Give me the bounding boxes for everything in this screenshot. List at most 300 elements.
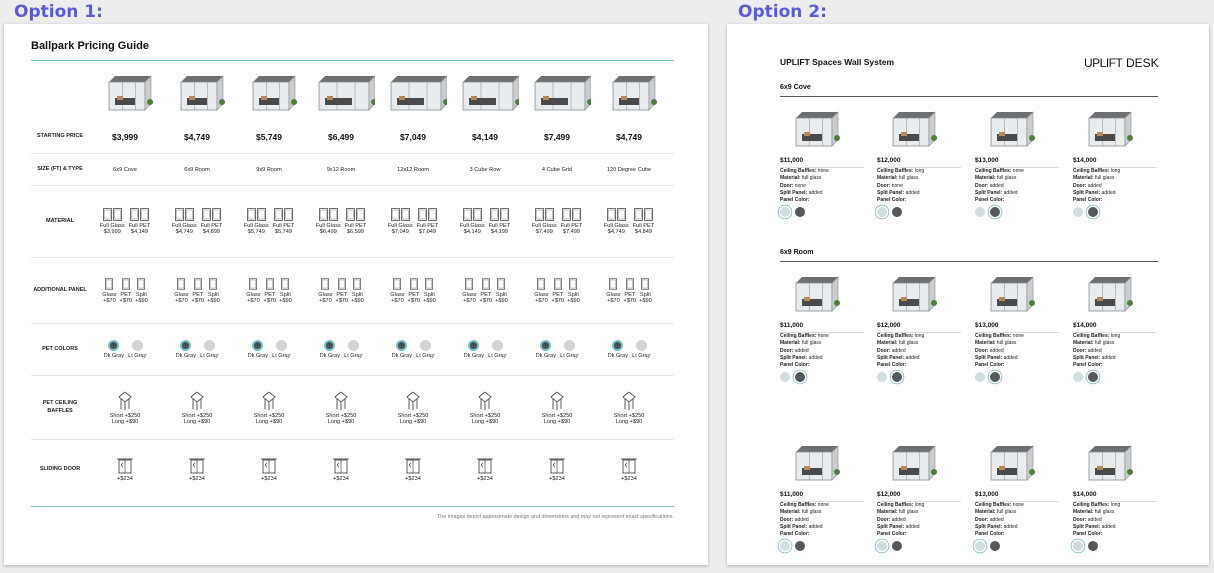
spec-label: Material: <box>975 509 996 516</box>
color-dot <box>180 340 191 351</box>
dark-swatch[interactable] <box>892 541 902 551</box>
dark-gray-swatch[interactable] <box>320 340 341 359</box>
card-price: $13,000 <box>975 322 999 329</box>
panel-icon <box>353 278 361 292</box>
pet-panel-label: PET <box>336 291 348 298</box>
light-swatch[interactable] <box>780 541 790 551</box>
spec-split <box>975 524 1067 531</box>
panel-color-swatches <box>780 207 872 217</box>
spec-value: full glass <box>897 509 919 516</box>
sliding-door-price[interactable]: +$234 <box>549 476 565 482</box>
pet-panel-label: PET <box>264 291 276 298</box>
pet-ceiling-baffles-cell <box>233 376 305 439</box>
pet-ceiling-baffles-cell <box>305 376 377 439</box>
full-pet-option[interactable] <box>273 208 294 235</box>
spec-value: full glass <box>800 509 822 516</box>
panel-icon <box>247 208 266 223</box>
full-glass-price: $5,749 <box>247 229 265 235</box>
spec-value: added <box>904 354 920 361</box>
full-pet-price: $4,849 <box>634 229 652 235</box>
pet-panel-price: +$70 <box>263 297 277 304</box>
spec-value: none <box>890 182 903 189</box>
material-cell <box>305 186 377 257</box>
panel-icon <box>391 208 410 223</box>
baffles-short[interactable]: Short +$250 <box>253 412 285 419</box>
product-image <box>605 72 663 116</box>
spec-split <box>877 524 969 531</box>
dark-swatch[interactable] <box>795 541 805 551</box>
full-pet-price: $7,049 <box>418 229 436 235</box>
split-panel-price: +$90 <box>423 297 436 304</box>
spec-label: Ceiling Baffles: <box>877 502 914 508</box>
starting-price-cell <box>377 120 449 153</box>
product-card[interactable] <box>780 442 872 551</box>
baffles-long[interactable]: Long +$90 <box>327 418 355 425</box>
spec-label: Material: <box>780 509 801 516</box>
light-swatch[interactable] <box>780 207 790 217</box>
panel-icon <box>410 278 418 292</box>
size-type: 9x9 Room <box>256 166 282 173</box>
panel-icon <box>465 278 473 292</box>
split-panel-label: Split <box>352 291 363 298</box>
product-image <box>389 72 447 116</box>
light-swatch[interactable] <box>975 372 985 382</box>
glass-panel-option[interactable] <box>246 278 260 304</box>
glass-panel-label: Glass <box>102 291 117 298</box>
baffles-long[interactable]: Long +$90 <box>615 418 643 425</box>
full-glass-option[interactable] <box>244 208 269 235</box>
color-label: Lt Gray <box>128 353 147 359</box>
pet-ceiling-baffles-cell <box>377 376 449 439</box>
spec-value: long <box>1109 168 1121 174</box>
dark-swatch[interactable] <box>892 372 902 382</box>
product-card[interactable] <box>1073 273 1165 382</box>
dark-swatch[interactable] <box>990 541 1000 551</box>
pet-panel-option[interactable] <box>264 278 277 304</box>
glass-panel-option[interactable] <box>318 278 332 304</box>
dark-swatch[interactable] <box>795 372 805 382</box>
light-gray-swatch[interactable] <box>200 340 218 359</box>
pet-color-options <box>104 340 147 359</box>
sliding-door-price[interactable]: +$234 <box>621 476 637 482</box>
spec-split <box>877 190 969 197</box>
pet-colors-cell <box>377 324 449 375</box>
color-label: Lt Gray <box>344 353 363 359</box>
product-card[interactable] <box>877 273 969 382</box>
split-panel-price: +$90 <box>279 297 292 304</box>
spec-value: added <box>1002 523 1018 530</box>
color-label: Lt Gray <box>200 353 219 359</box>
spec-value: added <box>1086 182 1102 189</box>
full-pet-option[interactable] <box>489 208 510 235</box>
spec-material <box>975 175 1067 182</box>
color-dot <box>252 340 263 351</box>
spec-label: Panel Color: <box>877 362 907 368</box>
section-rule <box>780 96 1158 97</box>
size-type: 9x12 Room <box>326 166 356 173</box>
card-price: $13,000 <box>975 157 999 164</box>
product-card[interactable] <box>975 108 1067 217</box>
full-glass-price: $7,049 <box>391 229 409 235</box>
sliding-door-price[interactable]: +$234 <box>117 476 133 482</box>
spec-value: none <box>1011 333 1024 339</box>
color-label: Dk Gray <box>535 353 557 359</box>
sliding-door-icon <box>188 458 206 476</box>
spec-label: Panel Color: <box>975 362 1005 368</box>
full-glass-option[interactable] <box>388 208 413 235</box>
spec-panel-color <box>975 531 1067 538</box>
full-glass-price: $4,749 <box>175 229 193 235</box>
spec-label: Panel Color: <box>1073 362 1103 368</box>
full-glass-label: Full Glass <box>243 223 269 229</box>
dark-swatch[interactable] <box>1088 541 1098 551</box>
spec-value: long <box>913 333 925 339</box>
full-glass-option[interactable] <box>460 208 485 235</box>
full-pet-label: Full PET <box>272 223 295 229</box>
full-glass-option[interactable] <box>316 208 341 235</box>
panel-icon <box>554 278 562 292</box>
card-price: $14,000 <box>1073 491 1097 498</box>
spec-value: none <box>793 182 806 189</box>
full-glass-option[interactable] <box>604 208 629 235</box>
panel-icon <box>194 278 202 292</box>
sliding-door-cell <box>521 440 593 500</box>
light-swatch[interactable] <box>877 541 887 551</box>
dark-swatch[interactable] <box>795 207 805 217</box>
baffles-long[interactable]: Long +$90 <box>399 418 427 425</box>
split-panel-option[interactable] <box>639 278 652 304</box>
baffles-icon <box>404 391 422 413</box>
spec-material <box>780 340 872 347</box>
spec-label: Material: <box>975 175 996 182</box>
baffles-long[interactable]: Long +$90 <box>183 418 211 425</box>
glass-panel-option[interactable] <box>174 278 188 304</box>
light-gray-swatch[interactable] <box>488 340 506 359</box>
light-gray-swatch[interactable] <box>344 340 362 359</box>
spec-label: Door: <box>975 516 989 523</box>
panel-icon <box>122 278 130 292</box>
dark-gray-swatch[interactable] <box>464 340 485 359</box>
spec-value: added <box>1086 516 1102 523</box>
sliding-door-price[interactable]: +$234 <box>333 476 349 482</box>
sliding-door-price[interactable]: +$234 <box>189 476 205 482</box>
light-swatch[interactable] <box>877 372 887 382</box>
dark-gray-swatch[interactable] <box>176 340 197 359</box>
spec-baffles <box>975 168 1067 175</box>
color-label: Lt Gray <box>416 353 435 359</box>
product-image <box>317 72 375 116</box>
spec-value: none <box>1011 502 1024 508</box>
sliding-door-price[interactable]: +$234 <box>261 476 277 482</box>
spec-value: none <box>816 502 829 508</box>
row-label-sliding-door: SLIDING DOOR <box>39 466 81 473</box>
full-glass-option[interactable] <box>100 208 125 235</box>
starting-price: $7,499 <box>544 131 570 142</box>
additional-panel-options <box>174 278 220 304</box>
baffles-long[interactable]: Long +$90 <box>543 418 571 425</box>
glass-panel-price: +$70 <box>391 297 404 304</box>
baffles-long[interactable]: Long +$90 <box>111 418 139 425</box>
product-card[interactable] <box>780 108 872 217</box>
dark-swatch[interactable] <box>990 372 1000 382</box>
full-pet-option[interactable] <box>417 208 438 235</box>
color-dot <box>132 340 143 351</box>
spec-baffles <box>877 333 969 340</box>
light-swatch[interactable] <box>1073 372 1083 382</box>
full-glass-label: Full Glass <box>315 223 341 229</box>
spec-value: none <box>816 333 829 339</box>
baffles-short[interactable]: Short +$250 <box>469 412 501 419</box>
material-cell <box>161 186 233 257</box>
additional-panel-cell <box>305 258 377 323</box>
spec-label: Door: <box>877 347 891 354</box>
split-panel-option[interactable] <box>279 278 292 304</box>
full-pet-label: Full PET <box>344 223 367 229</box>
spec-value: long <box>1109 502 1121 508</box>
full-pet-label: Full PET <box>128 223 151 229</box>
material-cell <box>89 186 161 257</box>
product-card[interactable] <box>780 273 872 382</box>
spec-value: added <box>988 516 1004 523</box>
split-panel-price: +$90 <box>135 297 148 304</box>
full-pet-price: $6,599 <box>346 229 364 235</box>
product-card[interactable] <box>975 273 1067 382</box>
full-pet-label: Full PET <box>488 223 511 229</box>
full-glass-option[interactable] <box>532 208 557 235</box>
spec-label: Panel Color: <box>780 362 810 368</box>
glass-panel-option[interactable] <box>534 278 548 304</box>
pet-colors-cell <box>161 324 233 375</box>
starting-price-cell <box>161 120 233 153</box>
row-material <box>31 186 674 258</box>
option-1-label: Option 1: <box>14 2 103 22</box>
pet-panel-option[interactable] <box>192 278 205 304</box>
spec-split <box>780 190 872 197</box>
material-options <box>244 208 294 235</box>
additional-panel-cell <box>377 258 449 323</box>
glass-panel-label: Glass <box>606 291 621 298</box>
baffles-long[interactable]: Long +$90 <box>255 418 283 425</box>
split-panel-price: +$90 <box>567 297 580 304</box>
glass-panel-option[interactable] <box>462 278 476 304</box>
spec-label: Door: <box>1073 182 1087 189</box>
card-price: $11,000 <box>780 157 804 164</box>
sliding-door-icon <box>116 458 134 476</box>
material-cell <box>521 186 593 257</box>
material-options <box>532 208 582 235</box>
spec-label: Door: <box>877 182 891 189</box>
pet-panel-option[interactable] <box>336 278 349 304</box>
spec-label: Material: <box>1073 175 1094 182</box>
size-type-cell <box>521 154 593 185</box>
sliding-door-cell <box>305 440 377 500</box>
spec-value: full glass <box>800 340 822 347</box>
sliding-door-price[interactable]: +$234 <box>477 476 493 482</box>
light-swatch[interactable] <box>1073 541 1083 551</box>
light-gray-swatch[interactable] <box>632 340 650 359</box>
spec-split <box>975 355 1067 362</box>
color-dot <box>348 340 359 351</box>
spec-label: Door: <box>1073 516 1087 523</box>
starting-price-cell <box>305 120 377 153</box>
spec-panel-color <box>975 197 1067 204</box>
dark-swatch[interactable] <box>990 207 1000 217</box>
spec-baffles <box>780 168 872 175</box>
full-pet-option[interactable] <box>201 208 222 235</box>
light-swatch[interactable] <box>975 207 985 217</box>
product-card[interactable] <box>975 442 1067 551</box>
light-swatch[interactable] <box>877 207 887 217</box>
dark-swatch[interactable] <box>1088 372 1098 382</box>
baffles-icon <box>188 391 206 413</box>
glass-panel-option[interactable] <box>390 278 404 304</box>
full-pet-option[interactable] <box>345 208 366 235</box>
glass-panel-option[interactable] <box>102 278 116 304</box>
spec-value: added <box>1100 523 1116 530</box>
baffles-short[interactable]: Short +$250 <box>613 412 645 419</box>
product-images-row <box>94 72 674 120</box>
baffles-icon <box>620 391 638 413</box>
light-swatch[interactable] <box>780 372 790 382</box>
booth-image <box>1081 108 1143 154</box>
pet-color-options <box>320 340 363 359</box>
spec-label: Material: <box>1073 509 1094 516</box>
glass-panel-price: +$70 <box>103 297 116 304</box>
product-card[interactable] <box>1073 442 1165 551</box>
color-dot <box>324 340 335 351</box>
spec-door <box>975 348 1067 355</box>
spec-label: Split Panel: <box>1073 189 1101 196</box>
panel-icon <box>209 278 217 292</box>
split-panel-option[interactable] <box>423 278 436 304</box>
full-pet-option[interactable] <box>561 208 582 235</box>
split-panel-option[interactable] <box>135 278 148 304</box>
spec-value: long <box>913 168 925 174</box>
light-gray-swatch[interactable] <box>272 340 290 359</box>
baffles-icon <box>332 391 350 413</box>
pet-panel-option[interactable] <box>624 278 637 304</box>
split-panel-option[interactable] <box>351 278 364 304</box>
panel-icon <box>266 278 274 292</box>
product-image <box>461 72 519 116</box>
dark-gray-swatch[interactable] <box>608 340 629 359</box>
spec-label: Ceiling Baffles: <box>780 502 817 508</box>
baffles-short[interactable]: Short +$250 <box>397 412 429 419</box>
light-gray-swatch[interactable] <box>416 340 434 359</box>
split-panel-label: Split <box>424 291 435 298</box>
spec-label: Ceiling Baffles: <box>1073 502 1110 508</box>
additional-panel-options <box>462 278 508 304</box>
sliding-door-cell <box>233 440 305 500</box>
full-pet-option[interactable] <box>633 208 654 235</box>
card-price: $14,000 <box>1073 322 1097 329</box>
pet-panel-option[interactable] <box>480 278 493 304</box>
dark-gray-swatch[interactable] <box>104 340 125 359</box>
pricing-guide-panel <box>4 24 708 565</box>
panel-icon <box>497 278 505 292</box>
material-options <box>172 208 222 235</box>
split-panel-option[interactable] <box>207 278 220 304</box>
footer-rule <box>31 506 674 507</box>
light-gray-swatch[interactable] <box>128 340 146 359</box>
light-swatch[interactable] <box>1073 207 1083 217</box>
spec-split <box>975 190 1067 197</box>
color-label: Lt Gray <box>272 353 291 359</box>
baffles-short[interactable]: Short +$250 <box>541 412 573 419</box>
section-rule <box>780 261 1158 262</box>
dark-gray-swatch[interactable] <box>248 340 269 359</box>
baffles-icon <box>260 391 278 413</box>
product-card[interactable] <box>877 108 969 217</box>
light-swatch[interactable] <box>975 541 985 551</box>
split-panel-option[interactable] <box>495 278 508 304</box>
card-price: $12,000 <box>877 322 901 329</box>
pet-panel-option[interactable] <box>552 278 565 304</box>
spec-label: Split Panel: <box>975 189 1003 196</box>
starting-price: $6,499 <box>328 131 354 142</box>
sliding-door-cell <box>161 440 233 500</box>
starting-price: $4,749 <box>616 131 642 142</box>
spec-material <box>877 175 969 182</box>
pet-panel-option[interactable] <box>120 278 133 304</box>
product-image <box>101 72 159 116</box>
panel-icon <box>338 278 346 292</box>
spec-label: Material: <box>877 340 898 347</box>
full-pet-option[interactable] <box>129 208 150 235</box>
spec-value: full glass <box>995 509 1017 516</box>
spec-baffles <box>975 502 1067 509</box>
dark-swatch[interactable] <box>892 207 902 217</box>
sliding-door-price[interactable]: +$234 <box>405 476 421 482</box>
baffles-long[interactable]: Long +$90 <box>471 418 499 425</box>
panel-icon <box>274 208 293 223</box>
pet-colors-cell <box>449 324 521 375</box>
pet-panel-label: PET <box>552 291 564 298</box>
spec-baffles <box>877 168 969 175</box>
baffles-short[interactable]: Short +$250 <box>181 412 213 419</box>
dark-gray-swatch[interactable] <box>392 340 413 359</box>
baffles-icon <box>116 391 134 413</box>
split-panel-option[interactable] <box>567 278 580 304</box>
baffles-short[interactable]: Short +$250 <box>109 412 141 419</box>
dark-gray-swatch[interactable] <box>536 340 557 359</box>
pet-panel-price: +$70 <box>335 297 349 304</box>
starting-price: $4,149 <box>472 131 498 142</box>
starting-price-cell <box>521 120 593 153</box>
spec-panel-color <box>877 531 969 538</box>
glass-panel-option[interactable] <box>606 278 620 304</box>
full-glass-option[interactable] <box>172 208 197 235</box>
baffles-short[interactable]: Short +$250 <box>325 412 357 419</box>
spec-door <box>877 517 969 524</box>
glass-panel-price: +$70 <box>535 297 548 304</box>
wall-system-title: UPLIFT Spaces Wall System <box>780 57 894 67</box>
pet-panel-option[interactable] <box>408 278 421 304</box>
spec-label: Panel Color: <box>1073 531 1103 537</box>
spec-label: Ceiling Baffles: <box>780 333 817 339</box>
dark-swatch[interactable] <box>1088 207 1098 217</box>
light-gray-swatch[interactable] <box>560 340 578 359</box>
booth-image <box>788 273 850 319</box>
product-card[interactable] <box>1073 108 1165 217</box>
pet-color-options <box>392 340 435 359</box>
booth-image <box>1081 273 1143 319</box>
split-panel-label: Split <box>640 291 651 298</box>
section-title: 6x9 Room <box>780 249 814 256</box>
sliding-door-cell <box>449 440 521 500</box>
product-card[interactable] <box>877 442 969 551</box>
footnote: The images depict approximate design and dimensions and may not represent exact specifications. <box>436 514 674 520</box>
